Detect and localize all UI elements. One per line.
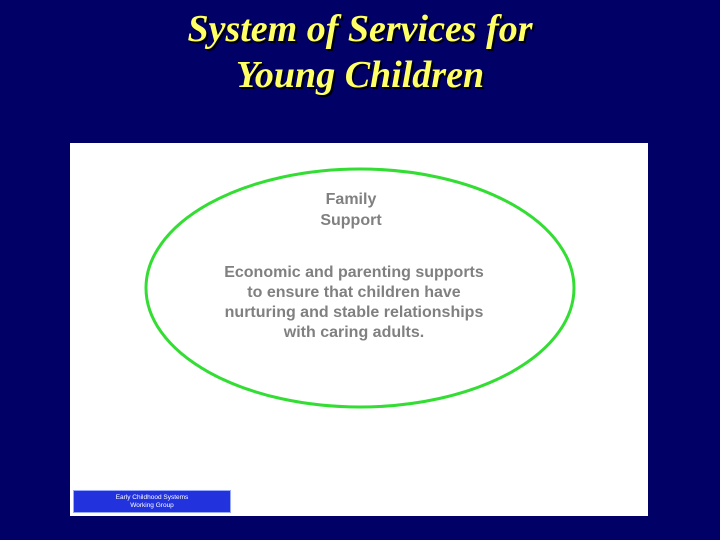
slide-title — [0, 6, 720, 98]
ring-description-line-4: with caring adults. — [283, 324, 425, 341]
badge-line-1: Early Childhood Systems — [115, 494, 189, 501]
ring-description — [185, 263, 523, 343]
ring-description-line-3: nurturing and stable relationships — [224, 304, 484, 321]
ring-heading-line-2: Support — [320, 212, 382, 229]
badge-line-2: Working Group — [130, 502, 174, 509]
working-group-badge — [73, 490, 231, 513]
ring-heading — [240, 189, 462, 231]
ring-description-line-1: Economic and parenting supports — [224, 264, 484, 281]
ring-description-line-2: to ensure that children have — [247, 284, 461, 301]
diagram-panel — [70, 143, 648, 516]
slide-title-line-1: System of Services for — [187, 8, 533, 50]
ring-heading-line-1: Family — [325, 191, 377, 208]
slide-title-line-2: Young Children — [235, 54, 485, 96]
